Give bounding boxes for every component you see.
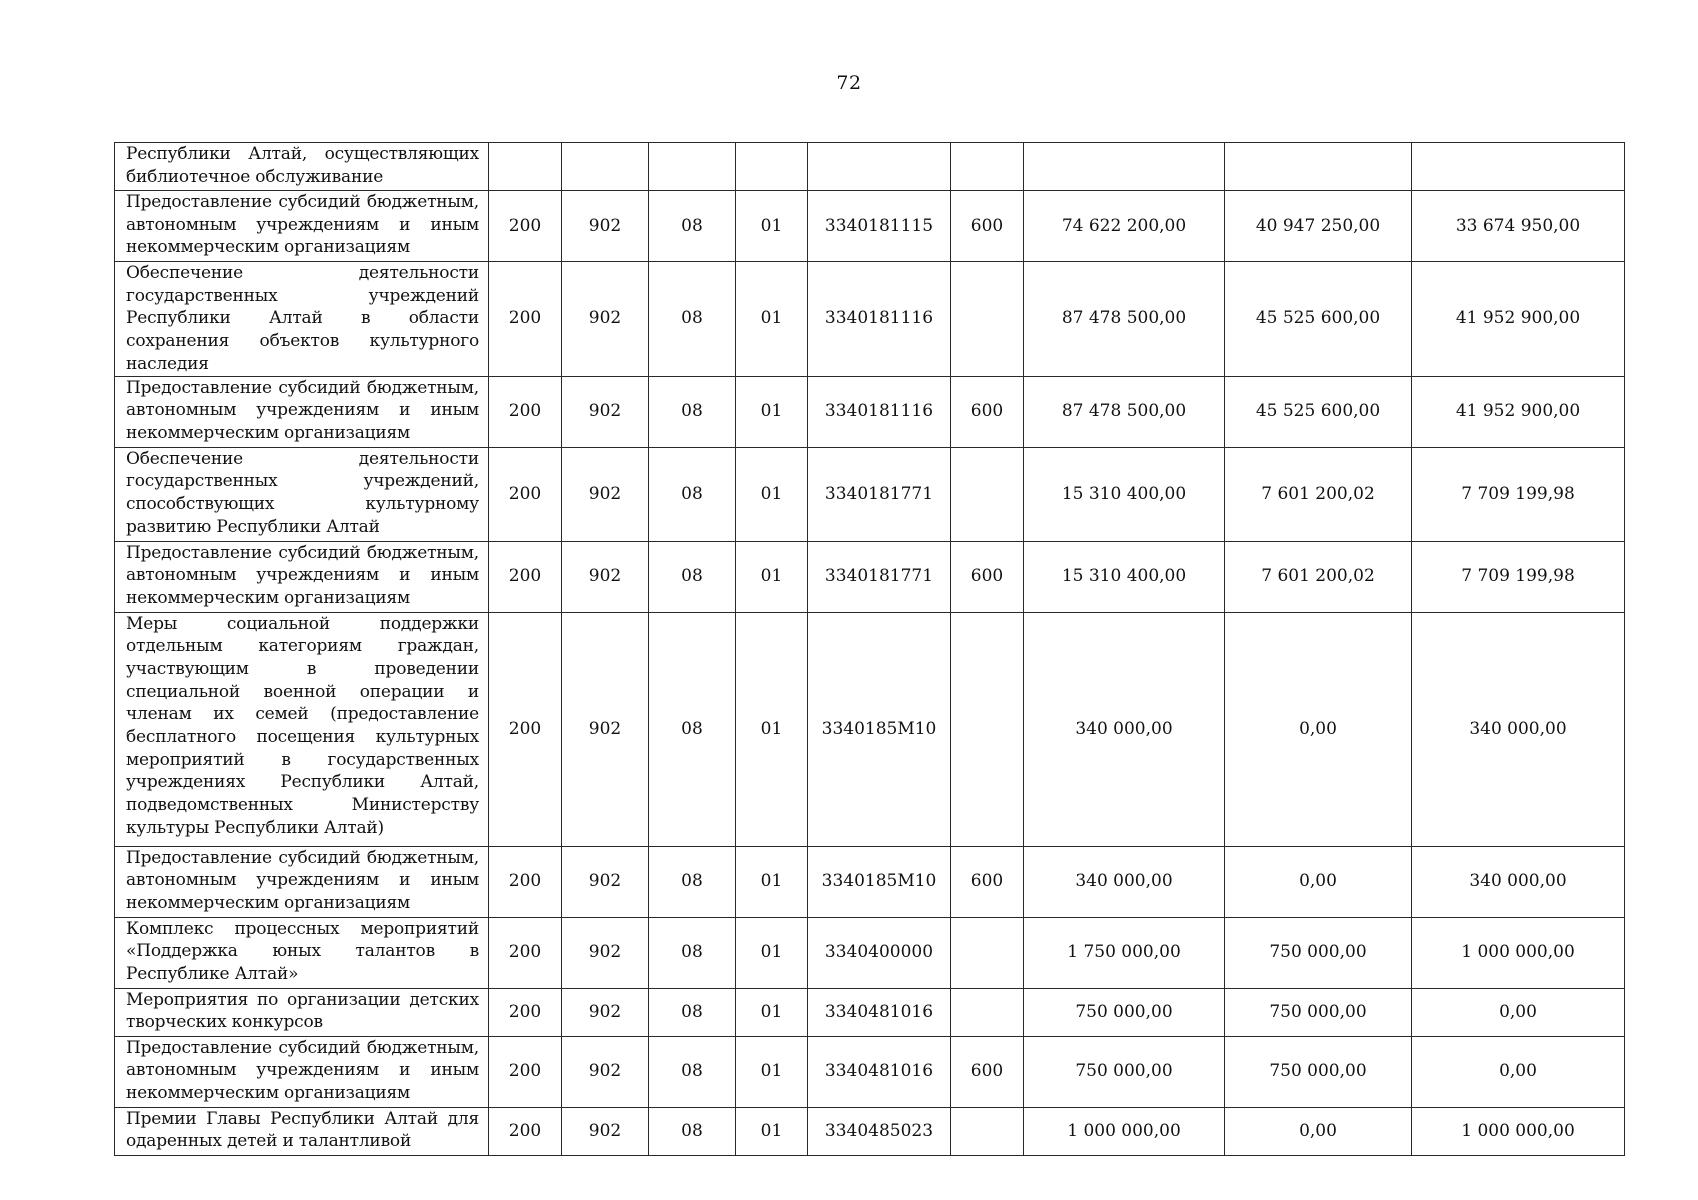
- cell-code-2: [562, 143, 649, 191]
- cell-amount-2: 0,00: [1225, 612, 1412, 846]
- cell-target-article: 3340181771: [808, 447, 951, 541]
- cell-expense-type: 600: [951, 541, 1024, 612]
- cell-code-1: 200: [489, 1036, 562, 1107]
- cell-code-3: 08: [649, 191, 736, 262]
- cell-expense-type: [951, 262, 1024, 377]
- cell-code-4: 01: [736, 988, 808, 1036]
- cell-amount-3: 0,00: [1412, 988, 1625, 1036]
- cell-code-1: 200: [489, 988, 562, 1036]
- cell-code-1: 200: [489, 447, 562, 541]
- cell-code-3: 08: [649, 988, 736, 1036]
- cell-expense-type: 600: [951, 191, 1024, 262]
- table-row: [115, 191, 1625, 262]
- cell-code-3: 08: [649, 376, 736, 447]
- table-row: [115, 612, 1625, 846]
- cell-code-3: 08: [649, 846, 736, 917]
- table-row: [115, 541, 1625, 612]
- cell-code-2: 902: [562, 1036, 649, 1107]
- cell-code-3: 08: [649, 612, 736, 846]
- cell-code-4: 01: [736, 262, 808, 377]
- row-description: Комплекс процессных мероприятий «Поддержка юных талантов в Республике Алтай»: [115, 917, 489, 988]
- budget-table: [114, 142, 1625, 1156]
- cell-amount-2: 45 525 600,00: [1225, 262, 1412, 377]
- cell-code-2: 902: [562, 447, 649, 541]
- cell-amount-2: 40 947 250,00: [1225, 191, 1412, 262]
- cell-code-4: 01: [736, 846, 808, 917]
- cell-amount-2: 7 601 200,02: [1225, 541, 1412, 612]
- cell-target-article: 3340181116: [808, 376, 951, 447]
- cell-code-2: 902: [562, 191, 649, 262]
- row-description: Предоставление субсидий бюджетным, автономным учреждениям и иным некоммерческим организациям: [115, 191, 489, 262]
- cell-amount-3: 1 000 000,00: [1412, 917, 1625, 988]
- cell-code-3: 08: [649, 541, 736, 612]
- cell-amount-3: 0,00: [1412, 1036, 1625, 1107]
- row-description: Предоставление субсидий бюджетным, автономным учреждениям и иным некоммерческим организациям: [115, 1036, 489, 1107]
- cell-code-3: 08: [649, 917, 736, 988]
- cell-amount-1: 750 000,00: [1024, 1036, 1225, 1107]
- cell-target-article: 3340185М10: [808, 846, 951, 917]
- cell-code-1: 200: [489, 1107, 562, 1155]
- cell-code-3: 08: [649, 447, 736, 541]
- cell-code-3: 08: [649, 262, 736, 377]
- cell-code-2: 902: [562, 262, 649, 377]
- cell-code-2: 902: [562, 541, 649, 612]
- cell-code-1: 200: [489, 846, 562, 917]
- cell-amount-1: 87 478 500,00: [1024, 376, 1225, 447]
- cell-code-4: 01: [736, 541, 808, 612]
- cell-code-4: [736, 143, 808, 191]
- cell-amount-2: 7 601 200,02: [1225, 447, 1412, 541]
- cell-expense-type: 600: [951, 1036, 1024, 1107]
- cell-code-4: 01: [736, 1036, 808, 1107]
- cell-code-4: 01: [736, 191, 808, 262]
- row-description: Обеспечение деятельности государственных учреждений, способствующих культурному развитию Республики Алтай: [115, 447, 489, 541]
- cell-amount-3: 1 000 000,00: [1412, 1107, 1625, 1155]
- cell-amount-1: 340 000,00: [1024, 846, 1225, 917]
- table-row: [115, 143, 1625, 191]
- cell-target-article: 3340181116: [808, 262, 951, 377]
- cell-amount-2: [1225, 143, 1412, 191]
- cell-amount-2: 750 000,00: [1225, 917, 1412, 988]
- row-description: Предоставление субсидий бюджетным, автономным учреждениям и иным некоммерческим организациям: [115, 376, 489, 447]
- cell-amount-1: 340 000,00: [1024, 612, 1225, 846]
- page-number: 72: [836, 72, 862, 94]
- table-row: [115, 1036, 1625, 1107]
- cell-code-1: 200: [489, 262, 562, 377]
- cell-target-article: 3340481016: [808, 988, 951, 1036]
- cell-amount-1: 87 478 500,00: [1024, 262, 1225, 377]
- cell-expense-type: [951, 917, 1024, 988]
- cell-amount-3: 41 952 900,00: [1412, 376, 1625, 447]
- cell-amount-1: 15 310 400,00: [1024, 541, 1225, 612]
- cell-target-article: [808, 143, 951, 191]
- table-row: [115, 1107, 1625, 1155]
- cell-target-article: 3340181771: [808, 541, 951, 612]
- cell-code-1: 200: [489, 191, 562, 262]
- cell-expense-type: [951, 988, 1024, 1036]
- cell-code-1: 200: [489, 917, 562, 988]
- cell-code-2: 902: [562, 612, 649, 846]
- cell-amount-2: 750 000,00: [1225, 988, 1412, 1036]
- cell-code-2: 902: [562, 1107, 649, 1155]
- cell-code-4: 01: [736, 1107, 808, 1155]
- cell-target-article: 3340181115: [808, 191, 951, 262]
- table-row: [115, 988, 1625, 1036]
- table-row: [115, 262, 1625, 377]
- cell-expense-type: [951, 447, 1024, 541]
- cell-amount-2: 0,00: [1225, 846, 1412, 917]
- cell-code-1: 200: [489, 376, 562, 447]
- cell-code-1: 200: [489, 612, 562, 846]
- cell-code-2: 902: [562, 846, 649, 917]
- row-description: Меры социальной поддержки отдельным категориям граждан, участвующим в проведении специальной военной операции и членам их семей (предоставление бесплатного посещения культурных мероприятий в государственных учреждениях Республики Алтай, подведомственных Министерству культуры Республики Алтай): [115, 612, 489, 846]
- cell-code-3: 08: [649, 1107, 736, 1155]
- cell-amount-3: 41 952 900,00: [1412, 262, 1625, 377]
- cell-code-3: 08: [649, 1036, 736, 1107]
- cell-code-1: 200: [489, 541, 562, 612]
- table-row: [115, 917, 1625, 988]
- cell-amount-1: 750 000,00: [1024, 988, 1225, 1036]
- cell-expense-type: 600: [951, 376, 1024, 447]
- budget-table-body: [115, 143, 1625, 1156]
- cell-expense-type: 600: [951, 846, 1024, 917]
- cell-amount-1: 15 310 400,00: [1024, 447, 1225, 541]
- table-row: [115, 447, 1625, 541]
- cell-target-article: 3340481016: [808, 1036, 951, 1107]
- row-description: Предоставление субсидий бюджетным, автономным учреждениям и иным некоммерческим организациям: [115, 846, 489, 917]
- cell-code-1: [489, 143, 562, 191]
- cell-target-article: 3340400000: [808, 917, 951, 988]
- cell-amount-2: 0,00: [1225, 1107, 1412, 1155]
- cell-amount-3: 340 000,00: [1412, 612, 1625, 846]
- row-description: Республики Алтай, осуществляющих библиотечное обслуживание: [115, 143, 489, 191]
- cell-amount-3: 7 709 199,98: [1412, 541, 1625, 612]
- cell-expense-type: [951, 612, 1024, 846]
- cell-code-2: 902: [562, 988, 649, 1036]
- cell-code-4: 01: [736, 917, 808, 988]
- cell-code-3: [649, 143, 736, 191]
- cell-amount-1: [1024, 143, 1225, 191]
- row-description: Премии Главы Республики Алтай для одаренных детей и талантливой: [115, 1107, 489, 1155]
- cell-code-4: 01: [736, 376, 808, 447]
- cell-expense-type: [951, 143, 1024, 191]
- cell-amount-3: 7 709 199,98: [1412, 447, 1625, 541]
- row-description: Мероприятия по организации детских творческих конкурсов: [115, 988, 489, 1036]
- cell-target-article: 3340485023: [808, 1107, 951, 1155]
- cell-amount-1: 1 000 000,00: [1024, 1107, 1225, 1155]
- table-row: [115, 376, 1625, 447]
- cell-amount-3: [1412, 143, 1625, 191]
- cell-amount-2: 45 525 600,00: [1225, 376, 1412, 447]
- cell-code-4: 01: [736, 447, 808, 541]
- cell-amount-1: 1 750 000,00: [1024, 917, 1225, 988]
- cell-code-2: 902: [562, 917, 649, 988]
- row-description: Обеспечение деятельности государственных учреждений Республики Алтай в области сохранения объектов культурного наследия: [115, 262, 489, 377]
- cell-amount-3: 33 674 950,00: [1412, 191, 1625, 262]
- cell-code-2: 902: [562, 376, 649, 447]
- row-description: Предоставление субсидий бюджетным, автономным учреждениям и иным некоммерческим организациям: [115, 541, 489, 612]
- table-row: [115, 846, 1625, 917]
- cell-target-article: 3340185М10: [808, 612, 951, 846]
- cell-amount-3: 340 000,00: [1412, 846, 1625, 917]
- cell-code-4: 01: [736, 612, 808, 846]
- cell-expense-type: [951, 1107, 1024, 1155]
- cell-amount-1: 74 622 200,00: [1024, 191, 1225, 262]
- cell-amount-2: 750 000,00: [1225, 1036, 1412, 1107]
